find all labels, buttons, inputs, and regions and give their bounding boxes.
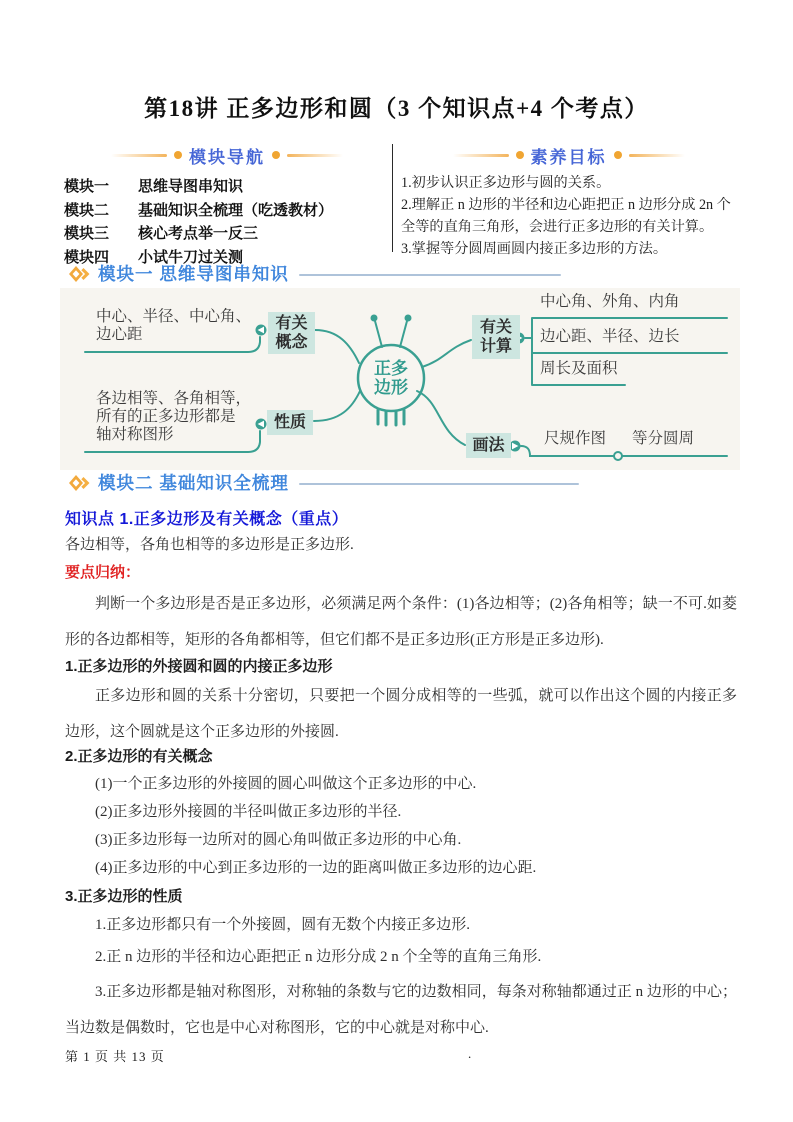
nav-item-module1 [64,175,390,199]
section-header-module2 [68,470,579,495]
center-topic-label [358,359,424,397]
page-number: 第 1 页 共 13 页 [65,1049,165,1064]
section-rule [299,483,579,485]
subheading-2: 2.正多边形的有关概念 [65,748,213,765]
center-to-draw-line [417,391,465,445]
nav-item-text: 思维导图串知识 [138,178,244,195]
goal-item: 1.初步认识正多边形与圆的关系。 [401,175,611,191]
note-paragraph: 判断一个多边形是否是正多边形，必须满足两个条件：(1)各边相等；(2)各角相等；缺一不可.如菱形的各边都相等，矩形的各角都相等，但它们都不是正多边形(正方形是正多边形). [65,596,737,648]
property-box-label: 性质 [273,414,306,431]
center-topic-line: 正多 [374,359,408,378]
nav-item-label: 模块一 [64,178,110,195]
property-list-item: 3.正多边形都是轴对称图形，对称轴的条数与它的边数相同，每条对称轴都通过正 n 边形的中心；当边数是偶数时，它也是中心对称图形，它的中心就是对称中心. [65,984,737,1036]
concept-box-line: 有关 [275,315,308,332]
calc-item-angles: 中心角、外角、内角 [540,293,680,310]
footer-dot: . [468,1046,472,1061]
section-rule [299,274,561,276]
property-text-line: 轴对称图形 [96,426,174,443]
concept-text [96,308,251,344]
property-list-item: 1.正多边形都只有一个外接圆，圆有无数个内接正多边形. [95,917,471,933]
concept-node-box [268,312,315,354]
concept-to-center-line [315,330,359,363]
subheading-3: 3.正多边形的性质 [65,888,183,905]
nav-item-text: 小试牛刀过关测 [138,248,244,266]
concept-list-item: (2)正多边形外接圆的半径叫做正多边形的半径. [95,804,402,820]
decor-line-right [287,154,343,157]
concept-list-item: (4)正多边形的中心到正多边形的一边的距离叫做正多边形的边心距. [95,860,537,876]
property-text [96,390,251,444]
property-list-item: 2.正 n 边形的半径和边心距把正 n 边形分成 2 n 个全等的直角三角形. [95,949,542,965]
draw-item-compass: 尺规作图 [544,430,607,447]
column-divider [392,144,393,252]
concept-text-line: 边心距 [96,326,143,343]
body-content [65,532,737,1046]
concept-list-item: (3)正多边形每一边所对的圆心角叫做正多边形的中心角. [95,832,462,848]
property-to-center-line [314,391,360,421]
goals-title: 素养目标 [530,147,607,167]
nav-item-module3 [64,222,390,246]
bullet-dot-icon [614,151,622,159]
antenna-tip-dot [371,315,378,322]
definition-paragraph: 各边相等，各角也相等的多边形是正多边形. [65,537,354,553]
calc-box-line: 有关 [479,319,512,336]
goal-item: 2.理解正 n 边形的半径和边心距把正 n 边形分成 2n 个全等的直角三角形，会进行正多边形的有关计算。 [401,197,731,235]
goals-list [401,172,736,260]
center-topic-line: 边形 [374,378,408,397]
subheading-1: 1.正多边形的外接圆和圆的内接正多边形 [65,658,333,675]
equal-division-node [614,452,622,460]
draw-node-box [466,433,511,458]
calc-item-perimeter-area: 周长及面积 [540,360,618,377]
bullet-dot-icon [516,151,524,159]
nav-item-text: 基础知识全梳理（吃透教材） [138,201,334,219]
concept-box-line: 概念 [275,334,308,351]
module-nav-title: 模块导航 [189,147,265,167]
diamond-arrow-icon [68,265,94,283]
goals-panel [395,142,736,258]
property-text-line: 所有的正多边形都是 [96,408,236,425]
goal-item: 3.掌握等分圆周画圆内接正多边形的方法。 [401,241,668,257]
bullet-dot-icon [174,151,182,159]
diamond-arrow-icon [68,474,94,492]
center-to-calc-line [422,340,471,367]
knowledge-point-title: 知识点 1.正多边形及有关概念（重点） [65,511,349,528]
decor-line-right [629,154,685,157]
nav-item-label: 模块三 [64,225,110,242]
property-text-line: 各边相等、各角相等， [96,390,252,407]
header-columns [64,142,736,266]
module-nav-list [64,175,390,269]
paragraph-1: 正多边形和圆的关系十分密切，只要把一个圆分成相等的一些弧，就可以作出这个圆的内接正多边形，这个圆就是这个正多边形的外接圆. [65,688,737,740]
mindmap [60,288,740,470]
calc-item-lengths: 边心距、半径、边长 [540,328,680,345]
antenna-tip-dot [405,315,412,322]
calc-box-line: 计算 [479,338,512,355]
decor-line-left [111,154,167,157]
key-points-label: 要点归纳： [65,564,141,581]
antenna-left [375,321,382,347]
page-title: 第18讲 正多边形和圆（3 个知识点+4 个考点） [144,96,649,121]
bullet-dot-icon [272,151,280,159]
goals-header [401,142,736,168]
concept-list-item: (1)一个正多边形的外接圆的圆心叫做这个正多边形的中心. [95,776,477,792]
concept-text-line: 中心、半径、中心角、 [96,308,252,325]
draw-item-equal-division: 等分圆周 [632,430,695,447]
section-title: 模块一 思维导图串知识 [98,264,289,284]
nav-item-label: 模块四 [64,248,110,266]
nav-item-module2 [64,199,390,223]
section-header-module1 [68,261,561,286]
module-nav-panel [64,142,390,266]
property-node-box [267,410,313,435]
nav-item-text: 核心考点举一反三 [138,225,259,242]
decor-line-left [453,154,509,157]
nav-item-label: 模块二 [64,201,110,219]
section-title: 模块二 基础知识全梳理 [98,473,289,493]
antenna-right [400,321,407,347]
module-nav-header [64,142,390,168]
draw-box-label: 画法 [472,437,505,454]
calc-node-box [472,315,520,359]
